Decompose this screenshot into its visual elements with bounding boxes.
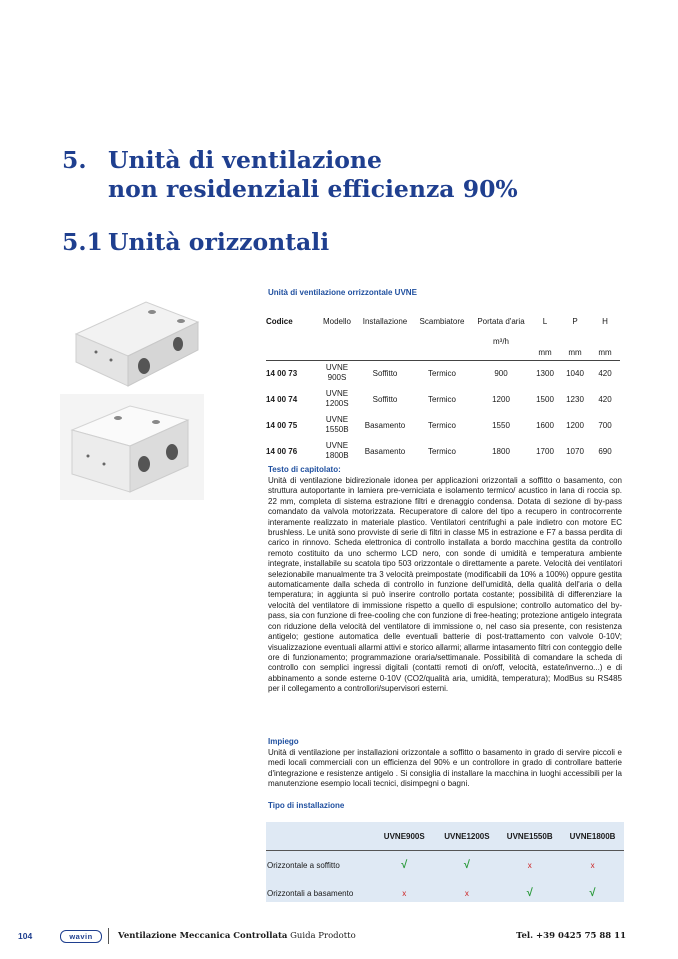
capitolato-body	[268, 476, 622, 695]
cell-portata: 1800	[492, 446, 510, 456]
unit-p: mm	[568, 348, 582, 358]
capitolato-text: Unità di ventilazione bidirezionale idonea per applicazioni orizzontali a soffitto o basamento, con struttura autoportante in lamiera pre-verniciata e isolamento termico/ acustico in lana di roccia sp. 22 mm, completa di sistema estrazione filtri e drenaggio condensa. Dotata di sezione di by-pass comandato da valvola motorizzata. Recuperatore di calore del tipo a recupero in controcorrente interamente realizzato in materiale plastico. Ventilatori centrifughi a pale indietro con motore EC brushless. Le unità sono provviste di serie di filtri in classe M5 in estrazione e F7 a bassa perdita di carico in rinnovo. Scheda elettronica di controllo installata a bordo macchina gestita da controllo remoto costituito da uno schermo LCD nero, con sonde di umidità e temperatura ambiente integrate, installabile su scatola tipo 503 orizzontale o direttamente a parete. Velocità dei ventilatori selezionabile manualmente tra 3 velocità preimpostate (modificabili da 10% a 100%) oppure gestita automaticamente dalla scheda di controllo in funzione dell'umidità, della qualità dell'aria o della temperatura; in aggiunta si può inserire controllo portata costante; possibilità di differenziare la velocità del ventilatore di immissione rispetto a quello di espulsione; controllo automatico del by-pass, sia con funzione di free-cooling che con funzione di free-heating; protezione antigelo integrata con riduzione della velocità del ventilatore di immissione o, nel caso sia presente, con resistenza antigelo; gestione automatica delle eventuali batterie di post-trattamento con valvole 0-10V; visualizzazione eventuali allarmi attivi e storico allarmi; allarme intasamento filtri con conteggio delle ore di funzionamento; programmazione oraria/settimanale. Possibilità di comandare la scheda di controllo con semplici ingressi digitali (contatti remoti di on/off, velocità, estate/inverno...) e di abbinamento a sonde esterne 0-10V (CO2/qualità aria, umidità, temperatura); ModBus su RS485 per il collegamento a controllori/supervisori esterni.	[268, 476, 622, 694]
cell-modello	[316, 360, 358, 386]
cell-h: 690	[598, 446, 612, 456]
cell-modello-2: 900S	[327, 373, 347, 383]
table-row	[266, 438, 620, 464]
section-number: 5.1	[62, 228, 103, 256]
cell-l: 1700	[536, 446, 554, 456]
spec-table	[266, 312, 620, 464]
col-installazione: Installazione	[362, 316, 408, 326]
cell-codice: 14 00 76	[266, 446, 298, 456]
chapter-number: 5.	[62, 146, 87, 174]
check-icon: √	[463, 859, 470, 871]
col-p: P	[572, 316, 578, 326]
cell-installazione: Soffitto	[358, 360, 412, 386]
cell-codice: 14 00 75	[266, 420, 298, 430]
footer-title-bold: Ventilazione Meccanica Controllata	[118, 931, 288, 941]
cell-portata: 1200	[492, 394, 510, 404]
table-row	[266, 412, 620, 438]
inst-row-label: Orizzontali a basamento	[267, 888, 354, 898]
spec-table-units	[266, 330, 620, 346]
installazione-panel	[266, 822, 624, 902]
footer-title-rest: Guida Prodotto	[290, 931, 356, 941]
cell-p: 1200	[566, 420, 584, 430]
cell-h: 420	[590, 360, 620, 386]
cell-h: 700	[598, 420, 612, 430]
cell-modello	[316, 438, 358, 464]
cell-codice: 14 00 73	[266, 360, 316, 386]
cross-icon: x	[464, 888, 469, 898]
section-heading	[62, 228, 329, 256]
inst-col: UVNE1200S	[444, 831, 490, 841]
cell-modello-1: UVNE	[325, 389, 349, 398]
cell-h: 420	[598, 394, 612, 404]
unit-h: mm	[598, 348, 612, 358]
unit-l: mm	[538, 348, 552, 358]
inst-col: UVNE1550B	[506, 831, 553, 841]
cell-l: 1300	[530, 360, 560, 386]
check-icon: √	[589, 887, 596, 899]
installazione-row	[266, 851, 624, 880]
cell-modello-2: 1550B	[325, 425, 349, 434]
cell-modello-2: 1800B	[325, 451, 349, 460]
cell-modello-1: UVNE	[325, 363, 349, 373]
footer-phone: Tel. +39 0425 75 88 11	[516, 931, 626, 941]
col-codice: Codice	[266, 316, 293, 326]
col-modello: Modello	[322, 316, 351, 326]
table-row	[266, 360, 620, 386]
cell-scambiatore: Termico	[412, 360, 472, 386]
chapter-title-line1: Unità di ventilazione	[108, 146, 382, 174]
cell-modello	[316, 386, 358, 412]
cell-codice: 14 00 74	[266, 394, 298, 404]
check-icon: √	[526, 887, 533, 899]
table-title: Unità di ventilazione orrizzontale UVNE	[268, 288, 417, 297]
cell-l: 1500	[536, 394, 554, 404]
cell-modello-1: UVNE	[325, 415, 349, 424]
wavin-logo: wavin	[60, 930, 102, 943]
chapter-title-line2: non residenziali efficienza 90%	[108, 175, 518, 203]
section-title: Unità orizzontali	[108, 228, 330, 256]
cross-icon: x	[590, 860, 595, 870]
installazione-title: Tipo di installazione	[268, 801, 345, 810]
chapter-heading	[62, 146, 518, 204]
cell-p: 1070	[566, 446, 584, 456]
footer-title	[118, 931, 356, 941]
installazione-header	[266, 822, 624, 851]
cell-scambiatore: Termico	[427, 394, 456, 404]
footer-divider	[108, 928, 109, 944]
cell-modello-1: UVNE	[325, 441, 349, 450]
cell-installazione: Basamento	[364, 446, 406, 456]
col-h: H	[602, 316, 608, 326]
impiego-body	[268, 748, 622, 790]
cell-scambiatore: Termico	[427, 420, 456, 430]
cell-p: 1230	[566, 394, 584, 404]
check-icon: √	[401, 859, 408, 871]
cell-installazione: Soffitto	[372, 394, 398, 404]
col-l: L	[542, 316, 548, 326]
cell-scambiatore: Termico	[427, 446, 456, 456]
installazione-row	[266, 879, 624, 907]
page-number: 104	[18, 931, 33, 941]
inst-col: UVNE900S	[383, 831, 425, 841]
installazione-table	[266, 822, 624, 907]
cell-l: 1600	[536, 420, 554, 430]
cell-p: 1040	[560, 360, 590, 386]
portata-unit: m³/h	[493, 337, 509, 346]
impiego-title: Impiego	[268, 737, 299, 746]
cross-icon: x	[527, 860, 532, 870]
page-footer	[0, 926, 678, 946]
inst-row-label: Orizzontale a soffitto	[267, 860, 340, 870]
col-portata: Portata d'aria	[477, 316, 525, 326]
product-image-floor-unit	[60, 394, 204, 500]
cell-portata: 900	[472, 360, 530, 386]
impiego-text: Unità di ventilazione per installazioni orizzontale a soffitto o basamento in grado di servire piccoli e medi locali commerciali con un efficienza del 90% e un controllore in grado di controllare batterie d'integrazione e resistenze antigelo . Si consiglia di installare la macchina in luoghi accessibili per la manutenzione esempio locali tecnici, disimpegni o bagni.	[268, 748, 622, 789]
cell-modello-2: 1200S	[325, 399, 349, 408]
capitolato-title: Testo di capitolato:	[268, 465, 341, 474]
table-row	[266, 386, 620, 412]
cell-installazione: Basamento	[364, 420, 406, 430]
col-scambiatore: Scambiatore	[419, 316, 465, 326]
product-image-ceiling-unit	[66, 294, 206, 394]
cell-modello	[316, 412, 358, 438]
cross-icon: x	[402, 888, 407, 898]
spec-table-header	[266, 312, 620, 330]
inst-col: UVNE1800B	[569, 831, 616, 841]
spec-table-units-mm	[266, 346, 620, 360]
cell-portata: 1550	[492, 420, 510, 430]
